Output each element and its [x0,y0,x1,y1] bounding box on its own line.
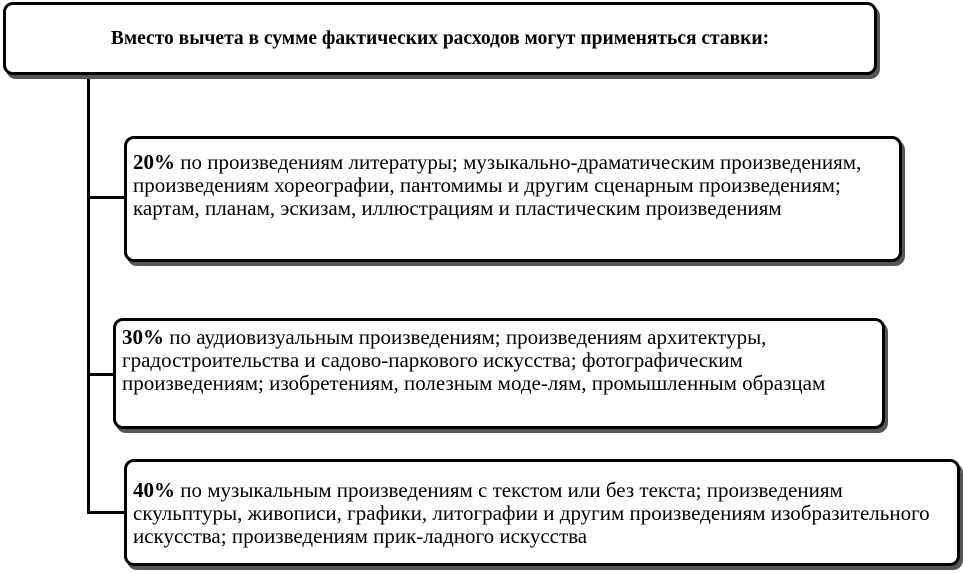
connector-branch-30 [87,373,113,376]
rate-description: по произведениям литературы; музыкально-драматическим произведениям, произведениям хореографии, пантомимы и другим сценарным произведениям; картам, планам, эскизам, иллюстрациям и пластическим произведениям [133,150,862,220]
rate-percent: 20% [133,150,175,174]
rate-percent: 30% [122,325,164,349]
rate-description: по музыкальным произведениям с текстом или без текста; произведениям скульптуры, живописи, графики, литографии и другим произведениям изобразительного искусства; произведениям прик-ладного искусства [133,478,930,548]
connector-trunk [87,75,90,514]
rate-box-40 [124,459,960,566]
connector-branch-20 [87,196,124,199]
connector-branch-40 [87,511,124,514]
rate-description: по аудиовизуальным произведениям; произведениям архитектуры, градостроительства и садово-паркового искусства; фотографическим произведениям; изобретениям, полезным моде-лям, промышленным образцам [122,325,826,395]
header-box [3,2,877,75]
rate-percent: 40% [133,478,175,502]
rate-box-20 [124,136,902,262]
rate-box-30 [113,318,885,429]
header-title: Вместо вычета в сумме фактических расходов могут применяться ставки: [110,27,770,49]
